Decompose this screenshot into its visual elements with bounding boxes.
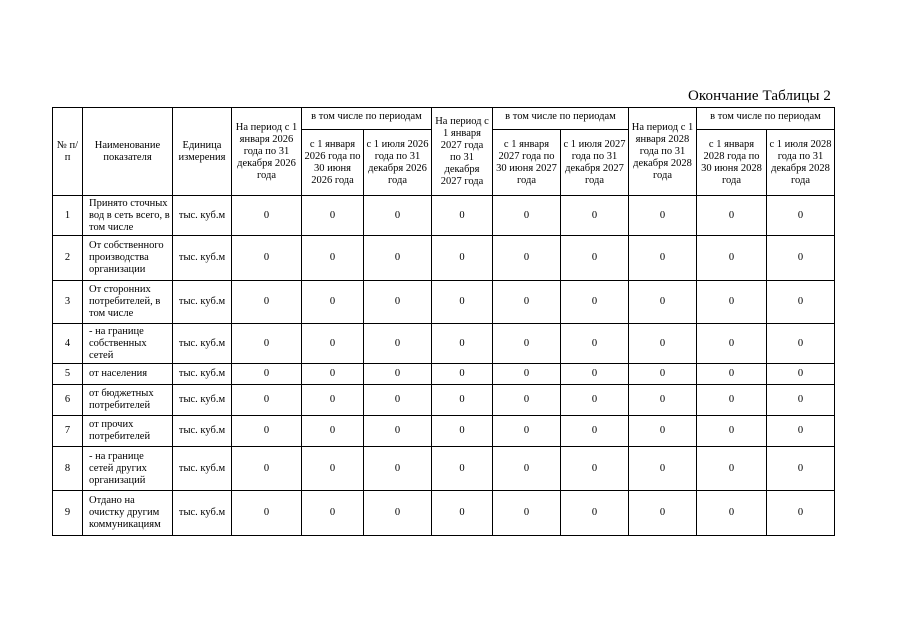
- value-cell: 0: [697, 281, 767, 324]
- value-cell: 0: [561, 364, 629, 385]
- value-cell: 0: [432, 385, 493, 416]
- value-cell: 0: [561, 324, 629, 364]
- value-cell: 0: [629, 416, 697, 447]
- value-cell: 0: [302, 196, 364, 236]
- value-cell: 0: [561, 281, 629, 324]
- value-cell: 0: [432, 491, 493, 536]
- value-cell: 0: [561, 196, 629, 236]
- row-unit: тыс. куб.м: [173, 491, 232, 536]
- value-cell: 0: [697, 196, 767, 236]
- row-name: - на границе сетей других организаций: [83, 447, 173, 491]
- value-cell: 0: [232, 491, 302, 536]
- table-row: [53, 236, 835, 281]
- value-cell: 0: [767, 491, 835, 536]
- value-cell: 0: [493, 385, 561, 416]
- row-num: 7: [53, 416, 83, 447]
- value-cell: 0: [767, 196, 835, 236]
- row-num: 3: [53, 281, 83, 324]
- value-cell: 0: [697, 385, 767, 416]
- value-cell: 0: [364, 447, 432, 491]
- value-cell: 0: [364, 364, 432, 385]
- row-unit: тыс. куб.м: [173, 364, 232, 385]
- value-cell: 0: [364, 416, 432, 447]
- header-2027-h1: с 1 января 2027 года по 30 июня 2027 года: [493, 130, 561, 196]
- value-cell: 0: [493, 447, 561, 491]
- value-cell: 0: [302, 281, 364, 324]
- row-name: От собственного производства организации: [83, 236, 173, 281]
- value-cell: 0: [493, 236, 561, 281]
- value-cell: 0: [767, 447, 835, 491]
- row-num: 8: [53, 447, 83, 491]
- row-unit: тыс. куб.м: [173, 324, 232, 364]
- value-cell: 0: [561, 385, 629, 416]
- table-row: [53, 447, 835, 491]
- row-num: 2: [53, 236, 83, 281]
- value-cell: 0: [302, 416, 364, 447]
- row-unit: тыс. куб.м: [173, 236, 232, 281]
- table-row: [53, 385, 835, 416]
- value-cell: 0: [629, 491, 697, 536]
- value-cell: 0: [767, 416, 835, 447]
- header-2026-h1: с 1 января 2026 года по 30 июня 2026 года: [302, 130, 364, 196]
- header-row-1: [53, 108, 835, 130]
- value-cell: 0: [493, 491, 561, 536]
- value-cell: 0: [561, 447, 629, 491]
- value-cell: 0: [302, 447, 364, 491]
- value-cell: 0: [302, 236, 364, 281]
- value-cell: 0: [232, 364, 302, 385]
- value-cell: 0: [432, 196, 493, 236]
- value-cell: 0: [767, 385, 835, 416]
- row-name: - на границе собственных сетей: [83, 324, 173, 364]
- value-cell: 0: [767, 281, 835, 324]
- header-group-2026: в том числе по периодам: [302, 108, 432, 130]
- value-cell: 0: [697, 324, 767, 364]
- value-cell: 0: [364, 385, 432, 416]
- header-num: № п/п: [53, 108, 83, 196]
- value-cell: 0: [493, 281, 561, 324]
- header-2027-h2: с 1 июля 2027 года по 31 декабря 2027 года: [561, 130, 629, 196]
- value-cell: 0: [232, 447, 302, 491]
- table-row: [53, 416, 835, 447]
- header-name: Наименование показателя: [83, 108, 173, 196]
- table-row: [53, 491, 835, 536]
- value-cell: 0: [364, 281, 432, 324]
- table-row: [53, 364, 835, 385]
- value-cell: 0: [561, 416, 629, 447]
- row-unit: тыс. куб.м: [173, 416, 232, 447]
- row-unit: тыс. куб.м: [173, 385, 232, 416]
- header-2026: На период с 1 января 2026 года по 31 декабря 2026 года: [232, 108, 302, 196]
- row-name: от прочих потребителей: [83, 416, 173, 447]
- value-cell: 0: [767, 324, 835, 364]
- value-cell: 0: [232, 416, 302, 447]
- value-cell: 0: [364, 324, 432, 364]
- data-table: [52, 107, 835, 536]
- value-cell: 0: [629, 447, 697, 491]
- value-cell: 0: [232, 196, 302, 236]
- row-num: 4: [53, 324, 83, 364]
- header-2028: На период с 1 января 2028 года по 31 декабря 2028 года: [629, 108, 697, 196]
- value-cell: 0: [232, 236, 302, 281]
- value-cell: 0: [364, 236, 432, 281]
- row-name: от бюджетных потребителей: [83, 385, 173, 416]
- value-cell: 0: [232, 281, 302, 324]
- value-cell: 0: [561, 491, 629, 536]
- row-name: Отдано на очистку другим коммуникациям: [83, 491, 173, 536]
- row-num: 5: [53, 364, 83, 385]
- header-2026-h2: с 1 июля 2026 года по 31 декабря 2026 года: [364, 130, 432, 196]
- row-name: от населения: [83, 364, 173, 385]
- value-cell: 0: [302, 491, 364, 536]
- value-cell: 0: [697, 491, 767, 536]
- table-row: [53, 281, 835, 324]
- table-row: [53, 196, 835, 236]
- value-cell: 0: [432, 236, 493, 281]
- row-unit: тыс. куб.м: [173, 281, 232, 324]
- row-name: Принято сточных вод в сеть всего, в том числе: [83, 196, 173, 236]
- value-cell: 0: [561, 236, 629, 281]
- value-cell: 0: [629, 281, 697, 324]
- table-row: [53, 324, 835, 364]
- value-cell: 0: [364, 196, 432, 236]
- value-cell: 0: [302, 324, 364, 364]
- value-cell: 0: [232, 385, 302, 416]
- value-cell: 0: [432, 416, 493, 447]
- header-2028-h1: с 1 января 2028 года по 30 июня 2028 года: [697, 130, 767, 196]
- value-cell: 0: [697, 236, 767, 281]
- header-2027: На период с 1 января 2027 года по 31 декабря 2027 года: [432, 108, 493, 196]
- value-cell: 0: [697, 416, 767, 447]
- value-cell: 0: [629, 364, 697, 385]
- row-num: 9: [53, 491, 83, 536]
- value-cell: 0: [629, 385, 697, 416]
- header-unit: Единица измерения: [173, 108, 232, 196]
- value-cell: 0: [493, 416, 561, 447]
- table-caption: Окончание Таблицы 2: [687, 88, 831, 104]
- value-cell: 0: [767, 236, 835, 281]
- value-cell: 0: [432, 447, 493, 491]
- value-cell: 0: [697, 364, 767, 385]
- value-cell: 0: [302, 364, 364, 385]
- row-unit: тыс. куб.м: [173, 196, 232, 236]
- value-cell: 0: [493, 196, 561, 236]
- value-cell: 0: [364, 491, 432, 536]
- value-cell: 0: [432, 364, 493, 385]
- header-group-2027: в том числе по периодам: [493, 108, 629, 130]
- row-num: 1: [53, 196, 83, 236]
- value-cell: 0: [767, 364, 835, 385]
- value-cell: 0: [432, 324, 493, 364]
- value-cell: 0: [697, 447, 767, 491]
- value-cell: 0: [232, 324, 302, 364]
- row-num: 6: [53, 385, 83, 416]
- value-cell: 0: [493, 324, 561, 364]
- row-name: От сторонних потребителей, в том числе: [83, 281, 173, 324]
- value-cell: 0: [493, 364, 561, 385]
- header-group-2028: в том числе по периодам: [697, 108, 835, 130]
- value-cell: 0: [629, 324, 697, 364]
- value-cell: 0: [629, 196, 697, 236]
- row-unit: тыс. куб.м: [173, 447, 232, 491]
- header-2028-h2: с 1 июля 2028 года по 31 декабря 2028 года: [767, 130, 835, 196]
- value-cell: 0: [432, 281, 493, 324]
- value-cell: 0: [629, 236, 697, 281]
- value-cell: 0: [302, 385, 364, 416]
